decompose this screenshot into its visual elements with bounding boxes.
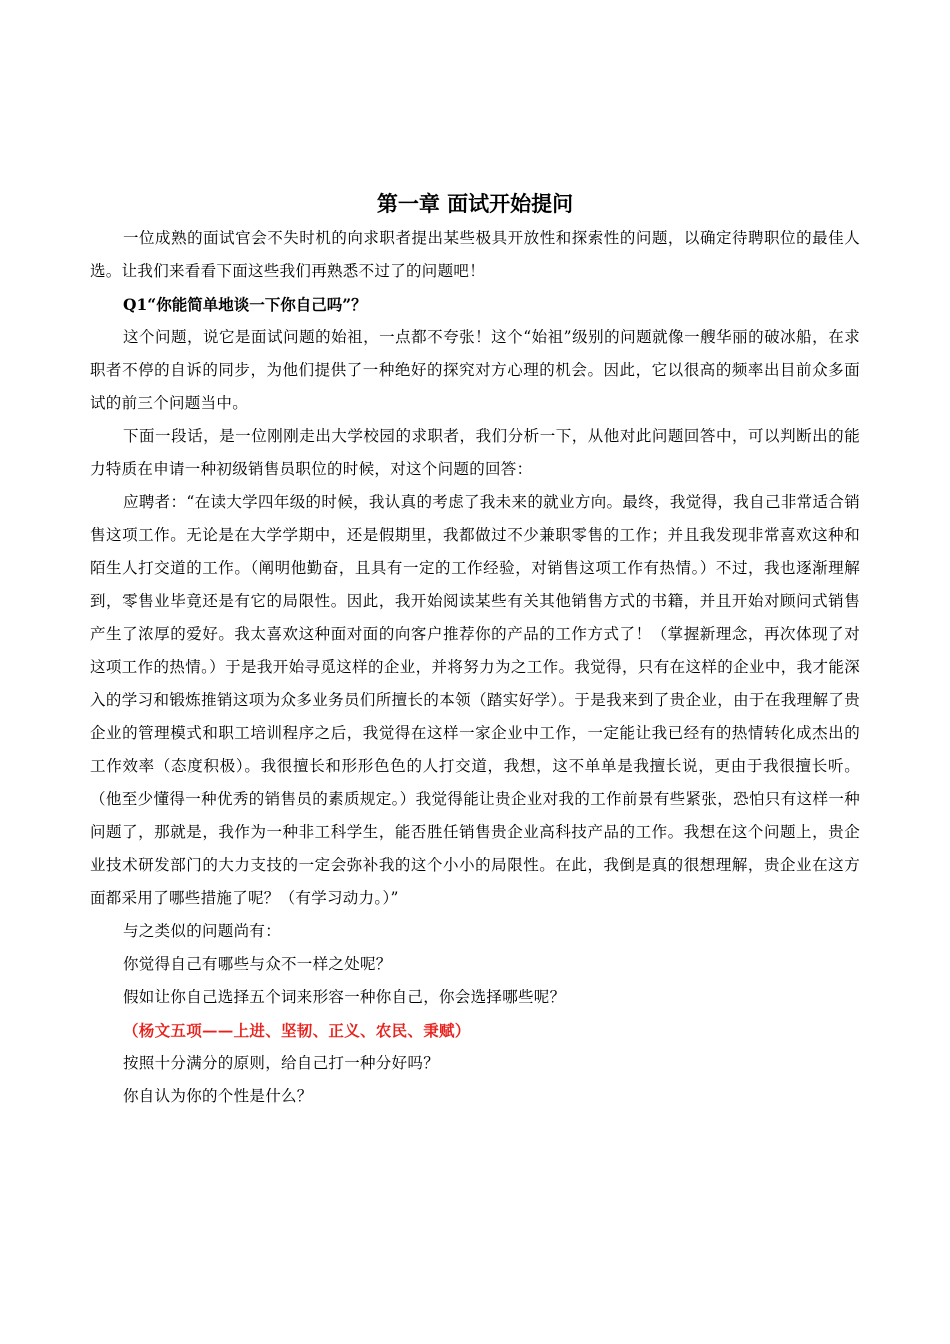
similar-question-1: 你觉得自己有哪些与众不一样之处呢？ [123,955,392,973]
similar-question-2: 假如让你自己选择五个词来形容一种你自己，你会选择哪些呢？ [123,988,566,1006]
intro-paragraph: 一位成熟的面试官会不失时机的向求职者提出某些极具开放性和探索性的问题，以确定待聘职位的最佳人选。让我们来看看下面这些我们再熟悉不过了的问题吧！ [90,229,860,280]
chapter-title: 第一章 面试开始提问 [376,191,574,216]
document-page [90,186,860,1113]
q1-paragraph-1: 这个问题，说它是面试问题的始祖，一点都不夸张！这个“始祖”级别的问题就像一艘华丽的破冰船，在求职者不停的自诉的同步，为他们提供了一种绝好的探究对方心理的机会。因此，它以很高的频率出目前众多面试的前三个问题当中。 [90,328,860,412]
similar-question-3: 按照十分满分的原则，给自己打一种分好吗？ [123,1054,440,1072]
similar-questions-intro: 与之类似的问题尚有： [123,922,282,940]
q1-candidate-answer: 应聘者：“在读大学四年级的时候，我认真的考虑了我未来的就业方向。最终，我觉得，我自己非常适合销售这项工作。无论是在大学学期中，还是假期里，我都做过不少兼职零售的工作；并且我发现非常喜欢这种和陌生人打交道的工作。（阐明他勤奋，且具有一定的工作经验，对销售这项工作有热情。）不过，我也逐渐理解到，零售业毕竟还是有它的局限性。因此，我开始阅读某些有关其他销售方式的书籍，并且开始对顾问式销售产生了浓厚的爱好。我太喜欢这种面对面的向客户推荐你的产品的工作方式了！（掌握新理念，再次体现了对这项工作的热情。）于是我开始寻觅这样的企业，并将努力为之工作。我觉得，只有在这样的企业中，我才能深入的学习和锻炼推销这项为众多业务员们所擅长的本领（踏实好学）。于是我来到了贵企业，由于在我理解了贵企业的管理模式和职工培训程序之后，我觉得在这样一家企业中工作，一定能让我已经有的热情转化成杰出的工作效率（态度积极）。我很擅长和形形色色的人打交道，我想，这不单单是我擅长说，更由于我很擅长听。（他至少懂得一种优秀的销售员的素质规定。）我觉得能让贵企业对我的工作前景有些紧张，恐怕只有这样一种问题了，那就是，我作为一种非工科学生，能否胜任销售贵企业高科技产品的工作。我想在这个问题上，贵企业技术研发部门的大力支技的一定会弥补我的这个小小的局限性。在此，我倒是真的很想理解，贵企业在这方面都采用了哪些措施了呢？（有学习动力。）” [90,493,861,907]
question-heading-q1: Q1“你能简单地谈一下你自己吗”？ [123,295,367,314]
red-annotation: （杨文五项——上进、坚韧、正义、农民、秉赋） [123,1021,471,1040]
q1-paragraph-2: 下面一段话，是一位刚刚走出大学校园的求职者，我们分析一下，从他对此问题回答中，可以判断出的能力特质在申请一种初级销售员职位的时候，对这个问题的回答： [90,427,860,478]
similar-question-4: 你自认为你的个性是什么？ [123,1087,313,1105]
